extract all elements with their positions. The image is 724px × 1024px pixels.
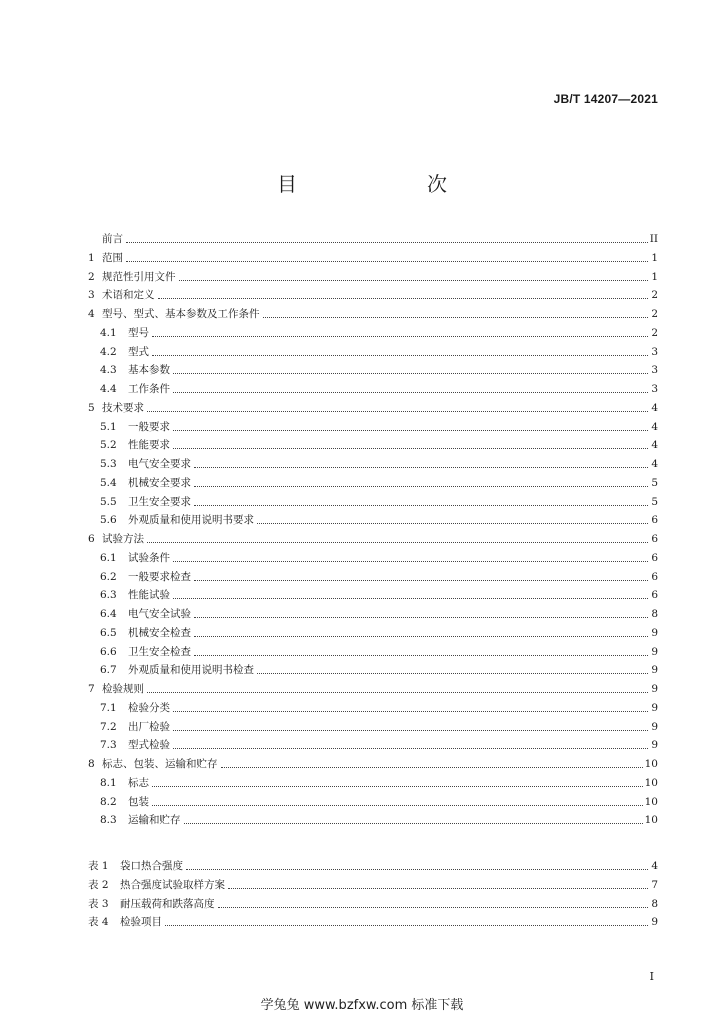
toc-entry[interactable] <box>88 622 658 640</box>
entry-label: 卫生安全检查 <box>128 645 191 658</box>
toc-entry[interactable] <box>88 491 658 509</box>
dot-leader <box>194 485 648 487</box>
toc-entry[interactable] <box>88 359 658 377</box>
entry-page: 1 <box>651 251 658 264</box>
toc-entry[interactable] <box>88 716 658 734</box>
dot-leader <box>152 354 648 356</box>
entry-page: 9 <box>651 683 658 695</box>
dot-leader <box>194 635 648 637</box>
toc-entry[interactable] <box>88 266 658 284</box>
entry-label: 热合强度试验取样方案 <box>120 878 225 891</box>
entry-label: 工作条件 <box>128 383 170 395</box>
entry-number: 4.1 <box>100 326 117 339</box>
entry-label: 规范性引用文件 <box>102 270 176 283</box>
entry-number: 4.4 <box>100 383 117 395</box>
dot-leader <box>218 906 649 908</box>
dot-leader <box>147 541 648 543</box>
entry-label: 标志、包装、运输和贮存 <box>102 758 218 770</box>
entry-label: 检验分类 <box>128 701 170 714</box>
entry-page: 3 <box>651 345 658 358</box>
entry-number: 5.2 <box>100 439 117 452</box>
toc-entry[interactable] <box>88 753 658 771</box>
toc-entry[interactable] <box>88 678 658 696</box>
dot-leader <box>165 924 648 926</box>
entry-page: 6 <box>651 533 658 545</box>
entry-page: 3 <box>651 364 658 377</box>
table-list-entry[interactable] <box>88 893 658 911</box>
entry-page: 7 <box>651 878 658 891</box>
toc-entry[interactable] <box>88 434 658 452</box>
page-number: I <box>649 970 654 983</box>
dot-leader <box>147 410 648 412</box>
entry-number: 6.2 <box>100 570 117 583</box>
entry-page: 2 <box>651 326 658 339</box>
table-list-entry[interactable] <box>88 855 658 873</box>
dot-leader <box>158 297 649 299</box>
entry-number: 6 <box>88 533 95 545</box>
entry-label: 型式检验 <box>128 739 170 752</box>
toc-entry[interactable] <box>88 416 658 434</box>
entry-page: 10 <box>644 795 658 808</box>
entry-label: 耐压载荷和跌落高度 <box>120 897 215 910</box>
dot-leader <box>257 522 648 524</box>
entry-label: 范围 <box>102 251 123 264</box>
entry-page: 9 <box>651 720 658 733</box>
entry-label: 型号 <box>128 326 149 339</box>
entry-page: 6 <box>651 570 658 583</box>
entry-page: 2 <box>651 289 658 302</box>
entry-label: 卫生安全要求 <box>128 495 191 508</box>
toc-entry[interactable] <box>88 809 658 827</box>
entry-label: 前言 <box>102 233 123 245</box>
entry-page: 8 <box>651 897 658 910</box>
entry-label: 电气安全要求 <box>128 458 191 470</box>
entry-number: 7.2 <box>100 720 117 733</box>
entry-page: 9 <box>651 645 658 658</box>
entry-page: 10 <box>644 814 658 827</box>
toc-entry[interactable] <box>88 472 658 490</box>
dot-leader <box>173 447 648 449</box>
entry-page: 9 <box>651 739 658 752</box>
entry-page: II <box>649 233 658 245</box>
entry-label: 技术要求 <box>102 401 144 414</box>
toc-entry[interactable] <box>88 547 658 565</box>
entry-label: 袋口热合强度 <box>120 860 183 872</box>
entry-number: 6.6 <box>100 645 117 658</box>
dot-leader <box>184 822 643 824</box>
toc-entry[interactable] <box>88 697 658 715</box>
table-list-entry[interactable] <box>88 911 658 929</box>
entry-label: 试验条件 <box>128 551 170 564</box>
entry-page: 9 <box>651 664 658 677</box>
toc-entry[interactable] <box>88 303 658 321</box>
entry-number: 1 <box>88 251 95 264</box>
dot-leader <box>173 560 648 562</box>
toc-entry[interactable] <box>88 247 658 265</box>
entry-page: 5 <box>651 495 658 508</box>
dot-leader <box>186 868 648 870</box>
entry-number: 8 <box>88 758 95 770</box>
entry-page: 9 <box>651 701 658 714</box>
dot-leader <box>152 785 643 787</box>
entry-label: 一般要求检查 <box>128 570 191 583</box>
toc-entry[interactable] <box>88 603 658 621</box>
toc-entry[interactable] <box>88 228 658 246</box>
dot-leader <box>152 804 643 806</box>
dot-leader <box>173 710 648 712</box>
toc-entry[interactable] <box>88 734 658 752</box>
page-title: 目 次 <box>277 172 477 196</box>
entry-number: 表 4 <box>88 916 109 929</box>
entry-number: 表 3 <box>88 897 109 910</box>
entry-label: 包装 <box>128 795 149 808</box>
toc-entry[interactable] <box>88 791 658 809</box>
toc-entry[interactable] <box>88 659 658 677</box>
entry-label: 检验项目 <box>120 916 162 929</box>
entry-label: 电气安全试验 <box>128 608 191 620</box>
dot-leader <box>257 672 648 674</box>
entry-label: 一般要求 <box>128 420 170 433</box>
entry-number: 2 <box>88 270 95 283</box>
entry-number: 6.1 <box>100 551 117 564</box>
entry-number: 7.3 <box>100 739 117 752</box>
entry-label: 试验方法 <box>102 533 144 545</box>
entry-page: 6 <box>651 589 658 602</box>
entry-page: 3 <box>651 383 658 395</box>
toc-entry[interactable] <box>88 641 658 659</box>
entry-label: 基本参数 <box>128 364 170 377</box>
dot-leader <box>173 372 648 374</box>
entry-number: 6.5 <box>100 626 117 639</box>
dot-leader <box>194 654 648 656</box>
toc-entry[interactable] <box>88 341 658 359</box>
toc-entry[interactable] <box>88 378 658 396</box>
dot-leader <box>194 504 648 506</box>
entry-label: 运输和贮存 <box>128 814 181 827</box>
entry-number: 5.3 <box>100 458 117 470</box>
entry-label: 型式 <box>128 345 149 358</box>
entry-page: 8 <box>651 608 658 620</box>
entry-label: 标志 <box>128 776 149 789</box>
entry-page: 6 <box>651 514 658 527</box>
dot-leader <box>126 260 648 262</box>
toc-entry[interactable] <box>88 566 658 584</box>
entry-number: 5.4 <box>100 476 117 489</box>
entry-number: 5.6 <box>100 514 117 527</box>
entry-number: 7 <box>88 683 95 695</box>
dot-leader <box>173 747 648 749</box>
entry-label: 术语和定义 <box>102 289 155 302</box>
entry-label: 性能要求 <box>128 439 170 452</box>
entry-page: 10 <box>644 776 658 789</box>
entry-label: 外观质量和使用说明书要求 <box>128 514 254 527</box>
entry-page: 9 <box>651 626 658 639</box>
entry-number: 表 2 <box>88 878 109 891</box>
entry-number: 3 <box>88 289 95 302</box>
entry-number: 6.4 <box>100 608 117 620</box>
entry-page: 10 <box>644 758 658 770</box>
toc-entry[interactable] <box>88 584 658 602</box>
entry-number: 4.2 <box>100 345 117 358</box>
toc-entry[interactable] <box>88 509 658 527</box>
dot-leader <box>173 729 648 731</box>
entry-number: 6.3 <box>100 589 117 602</box>
entry-page: 4 <box>651 401 658 414</box>
entry-number: 6.7 <box>100 664 117 677</box>
dot-leader <box>194 616 648 618</box>
entry-number: 5.5 <box>100 495 117 508</box>
entry-label: 型号、型式、基本参数及工作条件 <box>102 308 260 320</box>
entry-number: 4 <box>88 308 95 320</box>
toc-entry[interactable] <box>88 397 658 415</box>
dot-leader <box>173 597 648 599</box>
entry-page: 4 <box>651 860 658 872</box>
dot-leader <box>147 691 648 693</box>
dot-leader <box>179 279 649 281</box>
entry-label: 外观质量和使用说明书检查 <box>128 664 254 677</box>
toc-entry[interactable] <box>88 453 658 471</box>
dot-leader <box>173 391 648 393</box>
entry-page: 4 <box>651 439 658 452</box>
dot-leader <box>152 335 648 337</box>
dot-leader <box>228 887 648 889</box>
entry-number: 5 <box>88 401 95 414</box>
toc-entry[interactable] <box>88 528 658 546</box>
entry-number: 表 1 <box>88 860 109 872</box>
entry-page: 2 <box>651 308 658 320</box>
dot-leader <box>194 466 648 468</box>
entry-page: 6 <box>651 551 658 564</box>
entry-number: 8.2 <box>100 795 117 808</box>
standard-code: JB/T 14207—2021 <box>553 92 658 106</box>
entry-number: 8.3 <box>100 814 117 827</box>
entry-page: 4 <box>651 420 658 433</box>
entry-label: 检验规则 <box>102 683 144 695</box>
toc-entry[interactable] <box>88 322 658 340</box>
entry-label: 性能试验 <box>128 589 170 602</box>
toc-entry[interactable] <box>88 284 658 302</box>
dot-leader <box>173 429 648 431</box>
entry-label: 机械安全检查 <box>128 626 191 639</box>
entry-number: 7.1 <box>100 701 117 714</box>
dot-leader <box>221 766 643 768</box>
dot-leader <box>126 241 648 243</box>
entry-number: 5.1 <box>100 420 117 433</box>
entry-page: 9 <box>651 916 658 929</box>
entry-page: 5 <box>651 476 658 489</box>
entry-label: 机械安全要求 <box>128 476 191 489</box>
footer-watermark: 学兔兔 www.bzfxw.com 标准下载 <box>260 998 464 1013</box>
entry-label: 出厂检验 <box>128 720 170 733</box>
entry-number: 4.3 <box>100 364 117 377</box>
dot-leader <box>263 316 649 318</box>
entry-page: 4 <box>651 458 658 470</box>
entry-number: 8.1 <box>100 776 117 789</box>
dot-leader <box>194 579 648 581</box>
entry-page: 1 <box>651 270 658 283</box>
table-list-entry[interactable] <box>88 874 658 892</box>
toc-entry[interactable] <box>88 772 658 790</box>
